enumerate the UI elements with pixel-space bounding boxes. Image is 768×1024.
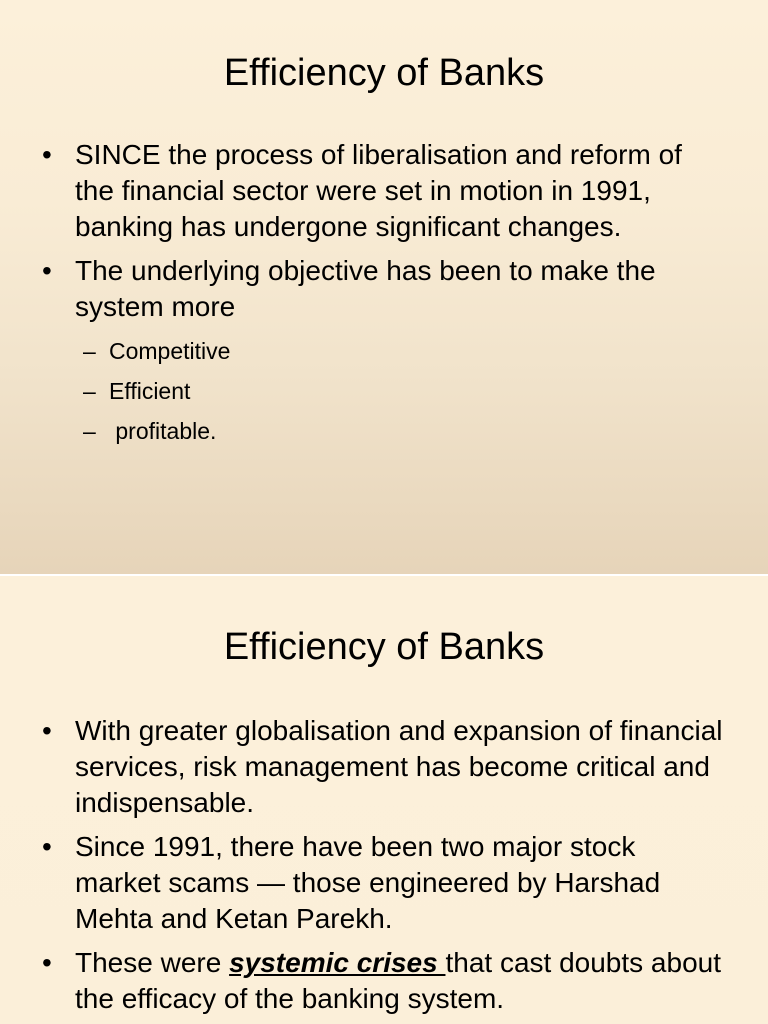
bullet-text [75, 947, 721, 1014]
bullet-text: SINCE the process of liberalisation and reform of the financial sector were set in motion in 1991, banking has undergone significant changes. [75, 139, 682, 242]
sub-bullet-item [83, 411, 728, 451]
sub-bullet-list [75, 331, 728, 451]
bullet-item [42, 253, 728, 451]
bullet-text: Since 1991, there have been two major stock market scams — those engineered by Harshad Mehta and Ketan Parekh. [75, 831, 661, 934]
sub-bullet-text: Efficient [109, 378, 191, 404]
sub-bullet-item [83, 331, 728, 371]
bullet-text: With greater globalisation and expansion of financial services, risk management has become critical and indispensable. [75, 715, 723, 818]
sub-bullet-text: Competitive [109, 338, 231, 364]
emphasized-term: systemic crises [229, 947, 446, 978]
bullet-item [42, 829, 728, 937]
bullet-marker: • [42, 139, 52, 170]
sub-bullet-item [83, 371, 728, 411]
bullet-text-suffix: that cast doubts about the efficacy of the banking system. [75, 947, 721, 1014]
bullet-text: The underlying objective has been to make the system more [75, 255, 656, 322]
dash-marker: – [83, 338, 96, 364]
sub-bullet-text: profitable. [109, 418, 217, 444]
slide-title: Efficiency of Banks [223, 626, 545, 668]
slide-title: Efficiency of Banks [223, 52, 545, 94]
slide-2 [0, 576, 768, 1024]
bullet-item [42, 945, 728, 1017]
bullet-list [42, 713, 728, 1024]
dash-marker: – [83, 418, 96, 444]
bullet-marker: • [42, 255, 52, 286]
bullet-text-prefix: These were [75, 947, 230, 978]
bullet-list [42, 137, 728, 459]
bullet-item [42, 137, 728, 245]
bullet-marker: • [42, 947, 52, 978]
bullet-marker: • [42, 715, 52, 746]
bullet-item [42, 713, 728, 821]
dash-marker: – [83, 378, 96, 404]
bullet-marker: • [42, 831, 52, 862]
